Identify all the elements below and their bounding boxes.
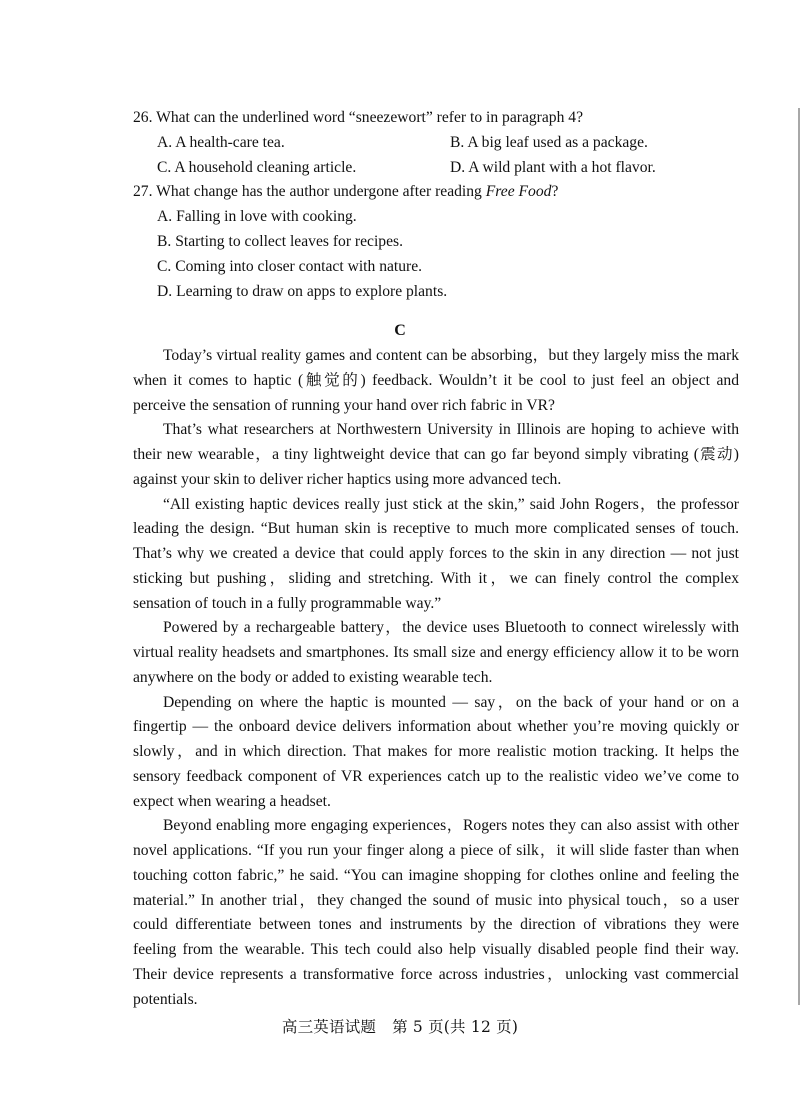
option-c [157,156,450,181]
paragraph-2: That’s what researchers at Northwestern University in Illinois are hoping to achieve with their new wearable，a tiny lightweight device that can go far beyond simply vibrating (震动) against your skin to deliver richer haptics using more advanced tech. [133,421,739,488]
option-b [133,230,743,255]
questions-block [133,106,743,304]
question-27 [133,180,743,304]
option-row [133,156,743,181]
book-title: Free Food [485,183,552,201]
option-d [450,156,743,181]
option-text: Starting to collect leaves for recipes. [171,232,403,250]
paragraph-3: “All existing haptic devices really just stick at the skin,” said John Rogers，the professor leading the design. “But human skin is receptive to much more complicated senses of touch. That’s why we created a device that could apply forces to the skin in any direction — not just sticking but pushing，sliding and stretching. With it，we can finely control the complex sensation of touch in a fully programmable way.” [133,495,739,612]
option-label: D. [157,282,173,300]
paragraph-1: Today’s virtual reality games and content can be absorbing，but they largely miss the mark when it comes to haptic (触觉的) feedback. Wouldn’t it be cool to just feel an object and perceive the sensation of running your hand over rich fabric in VR? [133,347,739,414]
page-edge-line [798,108,800,1005]
option-text: Learning to draw on apps to explore plants. [172,282,448,300]
option-text: A big leaf used as a package. [464,133,648,151]
option-label: A. [157,133,173,151]
option-text: Coming into closer contact with nature. [171,257,423,275]
option-text: Falling in love with cooking. [172,208,357,226]
reading-passage [133,344,739,1012]
option-c [133,255,743,280]
paragraph-5: Depending on where the haptic is mounted — say，on the back of your hand or on a fingertip — the onboard device delivers information about whether you’re moving quickly or slowly，and in which direction. That makes for more realistic motion tracking. It helps the sensory feedback component of VR experiences catch up to the realistic video we’ve come to expect when wearing a headset. [133,693,739,810]
question-mark: ? [551,183,559,201]
question-text: What can the underlined word “sneezewort” refer to in paragraph 4? [152,109,584,126]
paragraph-4: Powered by a rechargeable battery，the device uses Bluetooth to connect wirelessly with virtual reality headsets and smartphones. Its small size and energy efficiency allow it to be worn anywhere on the body or added to existing wearable tech. [133,619,739,686]
question-text: What change has the author undergone after reading [152,183,486,201]
option-label: D. [450,158,466,176]
paragraph-6: Beyond enabling more engaging experiences，Rogers notes they can also assist with other novel applications. “If you run your finger along a piece of silk，it will slide faster than when touching cotton fabric,” he said. “You can imagine shopping for clothes online and feeling the material.” In another trial，they changed the sound of music into physical touch，so a user could differentiate between tones and instruments by the direction of vibrations they were feeling from the wearable. This tech could also help visually disabled people find their way. Their device represents a transformative force across industries，unlocking vast commercial potentials. [133,817,739,1008]
option-a [157,131,450,156]
option-text: A household cleaning article. [171,158,357,176]
question-stem [133,106,743,131]
section-heading: C [394,322,406,339]
exam-title: 高三英语试题 [281,1018,377,1036]
option-label: B. [450,133,465,151]
option-d [133,280,743,305]
option-text: A health-care tea. [172,133,285,151]
option-label: C. [157,257,172,275]
question-26 [133,106,743,180]
page-footer [0,1015,800,1039]
option-text: A wild plant with a hot flavor. [465,158,656,176]
page-number: 第 5 页(共 12 页) [392,1018,519,1036]
option-label: B. [157,232,172,250]
question-number: 27. [133,183,153,201]
question-stem [133,180,743,205]
option-row [133,131,743,156]
question-number: 26. [133,109,153,126]
option-a [133,205,743,230]
option-b [450,131,743,156]
option-label: A. [157,208,173,226]
option-label: C. [157,158,172,176]
